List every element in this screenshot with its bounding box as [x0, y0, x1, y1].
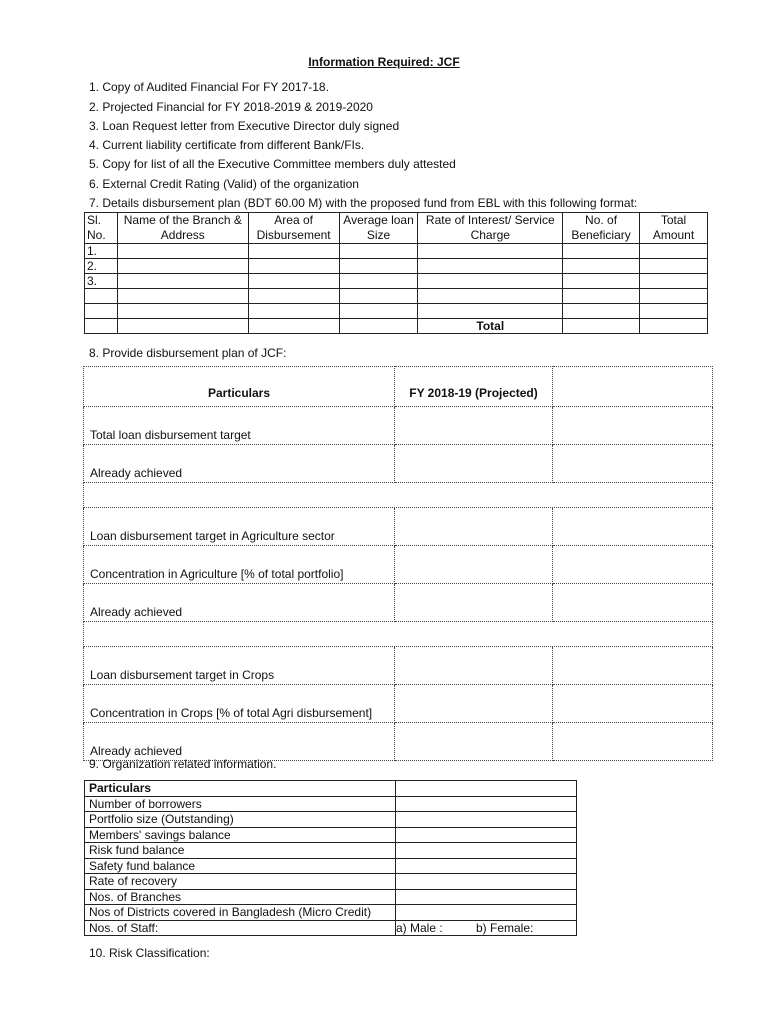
table-row: [85, 920, 577, 936]
cell[interactable]: [563, 259, 640, 274]
header-loan-size: Average loan Size: [339, 213, 418, 244]
row-label: Loan disbursement target in Crops: [84, 647, 395, 685]
value-cell[interactable]: [553, 584, 713, 622]
total-beneficiary-cell[interactable]: [563, 319, 640, 334]
value-cell[interactable]: [396, 843, 577, 859]
document-title: Information Required: JCF: [308, 55, 460, 69]
row-label: Nos. of Branches: [85, 889, 396, 905]
row-number: [85, 319, 118, 334]
table-row: [84, 407, 713, 445]
row-number: [85, 289, 118, 304]
spacer-cell: [84, 622, 713, 647]
cell[interactable]: [248, 259, 339, 274]
value-cell[interactable]: [395, 647, 553, 685]
cell[interactable]: [640, 244, 708, 259]
cell[interactable]: [248, 244, 339, 259]
value-cell[interactable]: [395, 546, 553, 584]
header-beneficiary: No. of Beneficiary: [563, 213, 640, 244]
cell[interactable]: [640, 259, 708, 274]
item-5: 5. Copy for list of all the Executive Committee members duly attested: [89, 157, 456, 171]
cell[interactable]: [640, 274, 708, 289]
organization-info-table: [84, 780, 577, 936]
value-cell[interactable]: [553, 546, 713, 584]
value-cell[interactable]: [396, 874, 577, 890]
cell[interactable]: [339, 289, 418, 304]
table-row: [85, 244, 708, 259]
value-cell[interactable]: [395, 407, 553, 445]
value-cell[interactable]: [395, 584, 553, 622]
cell: [248, 319, 339, 334]
cell[interactable]: [117, 244, 248, 259]
value-cell[interactable]: [553, 685, 713, 723]
row-label: Nos. of Staff:: [85, 920, 396, 936]
row-label: Concentration in Agriculture [% of total portfolio]: [84, 546, 395, 584]
cell: [339, 319, 418, 334]
table-row: [85, 274, 708, 289]
header-particulars: Particulars: [85, 781, 396, 797]
row-label: Rate of recovery: [85, 874, 396, 890]
item-3: 3. Loan Request letter from Executive Director duly signed: [89, 119, 400, 133]
cell[interactable]: [248, 304, 339, 319]
row-label: Loan disbursement target in Agriculture sector: [84, 508, 395, 546]
header-particulars: Particulars: [84, 367, 395, 407]
value-cell[interactable]: [395, 685, 553, 723]
table-row: [84, 685, 713, 723]
value-cell[interactable]: [553, 407, 713, 445]
item-7: 7. Details disbursement plan (BDT 60.00 M) with the proposed fund from EBL with this following format:: [89, 196, 638, 210]
row-label: Nos of Districts covered in Bangladesh (Micro Credit): [85, 905, 396, 921]
header-area: Area of Disbursement: [248, 213, 339, 244]
header-total-amount: Total Amount: [640, 213, 708, 244]
total-row: [85, 319, 708, 334]
cell[interactable]: [418, 304, 563, 319]
value-cell[interactable]: [396, 812, 577, 828]
table-row: [84, 647, 713, 685]
cell[interactable]: [640, 304, 708, 319]
jcf-plan-table: [83, 366, 713, 761]
item-4: 4. Current liability certificate from different Bank/FIs.: [89, 138, 365, 152]
table-row: [84, 445, 713, 483]
row-label: Risk fund balance: [85, 843, 396, 859]
value-cell[interactable]: [553, 723, 713, 761]
row-label: Safety fund balance: [85, 858, 396, 874]
cell[interactable]: [563, 289, 640, 304]
table-row: [85, 259, 708, 274]
table-row: [85, 874, 577, 890]
cell[interactable]: [563, 304, 640, 319]
cell[interactable]: [418, 259, 563, 274]
item-9: 9. Organization related information.: [89, 757, 277, 771]
table-row: [85, 858, 577, 874]
table-row: [85, 889, 577, 905]
value-cell[interactable]: [553, 647, 713, 685]
cell[interactable]: [117, 304, 248, 319]
cell[interactable]: [339, 274, 418, 289]
header-branch: Name of the Branch & Address: [117, 213, 248, 244]
cell[interactable]: [117, 274, 248, 289]
value-cell[interactable]: [396, 905, 577, 921]
cell[interactable]: [117, 259, 248, 274]
item-6: 6. External Credit Rating (Valid) of the organization: [89, 177, 359, 191]
spacer-row: [84, 622, 713, 647]
row-label: Already achieved: [84, 723, 395, 761]
value-cell[interactable]: [553, 445, 713, 483]
table-row: [85, 827, 577, 843]
value-cell[interactable]: [396, 827, 577, 843]
value-cell[interactable]: [396, 889, 577, 905]
cell[interactable]: [418, 244, 563, 259]
value-cell[interactable]: [395, 723, 553, 761]
header-blank: [553, 367, 713, 407]
value-cell[interactable]: [395, 508, 553, 546]
row-label: Portfolio size (Outstanding): [85, 812, 396, 828]
value-cell[interactable]: [395, 445, 553, 483]
org-header-row: [85, 781, 577, 797]
cell[interactable]: [418, 274, 563, 289]
row-label: Total loan disbursement target: [84, 407, 395, 445]
table-row: [85, 796, 577, 812]
item-10: 10. Risk Classification:: [89, 946, 210, 960]
total-amount-cell[interactable]: [640, 319, 708, 334]
staff-male-label: a) Male :: [396, 920, 443, 935]
item-8: 8. Provide disbursement plan of JCF:: [89, 346, 287, 360]
table-row: [84, 546, 713, 584]
row-number: 2.: [85, 259, 118, 274]
table-row: [84, 584, 713, 622]
disbursement-plan-table: [84, 212, 708, 334]
table-row: [85, 905, 577, 921]
row-label: Members' savings balance: [85, 827, 396, 843]
cell[interactable]: [563, 244, 640, 259]
row-label: Already achieved: [84, 445, 395, 483]
cell[interactable]: [418, 289, 563, 304]
cell[interactable]: [248, 289, 339, 304]
cell[interactable]: [339, 304, 418, 319]
row-number: 3.: [85, 274, 118, 289]
cell[interactable]: [339, 244, 418, 259]
table-row: [84, 723, 713, 761]
plan-header-row: [85, 213, 708, 244]
staff-cell[interactable]: [396, 920, 577, 936]
staff-female-label: b) Female:: [476, 920, 534, 935]
row-number: 1.: [85, 244, 118, 259]
table-row: [85, 812, 577, 828]
table-row: [85, 304, 708, 319]
header-sl-no: Sl. No.: [85, 213, 118, 244]
row-number: [85, 304, 118, 319]
jcf-header-row: [84, 367, 713, 407]
row-label: Concentration in Crops [% of total Agri disbursement]: [84, 685, 395, 723]
item-2: 2. Projected Financial for FY 2018-2019 & 2019-2020: [89, 100, 373, 114]
cell[interactable]: [640, 289, 708, 304]
value-cell[interactable]: [396, 796, 577, 812]
row-label: Number of borrowers: [85, 796, 396, 812]
cell: [117, 319, 248, 334]
spacer-cell: [84, 483, 713, 508]
table-row: [85, 289, 708, 304]
spacer-row: [84, 483, 713, 508]
table-row: [84, 508, 713, 546]
total-label: Total: [418, 319, 563, 334]
header-fy-projected: FY 2018-19 (Projected): [395, 367, 553, 407]
value-cell[interactable]: [553, 508, 713, 546]
table-row: [85, 843, 577, 859]
header-interest: Rate of Interest/ Service Charge: [418, 213, 563, 244]
cell[interactable]: [248, 274, 339, 289]
cell[interactable]: [339, 259, 418, 274]
cell[interactable]: [117, 289, 248, 304]
item-1: 1. Copy of Audited Financial For FY 2017-18.: [89, 80, 329, 94]
row-label: Already achieved: [84, 584, 395, 622]
value-cell[interactable]: [396, 858, 577, 874]
cell[interactable]: [563, 274, 640, 289]
value-cell: [396, 781, 577, 797]
